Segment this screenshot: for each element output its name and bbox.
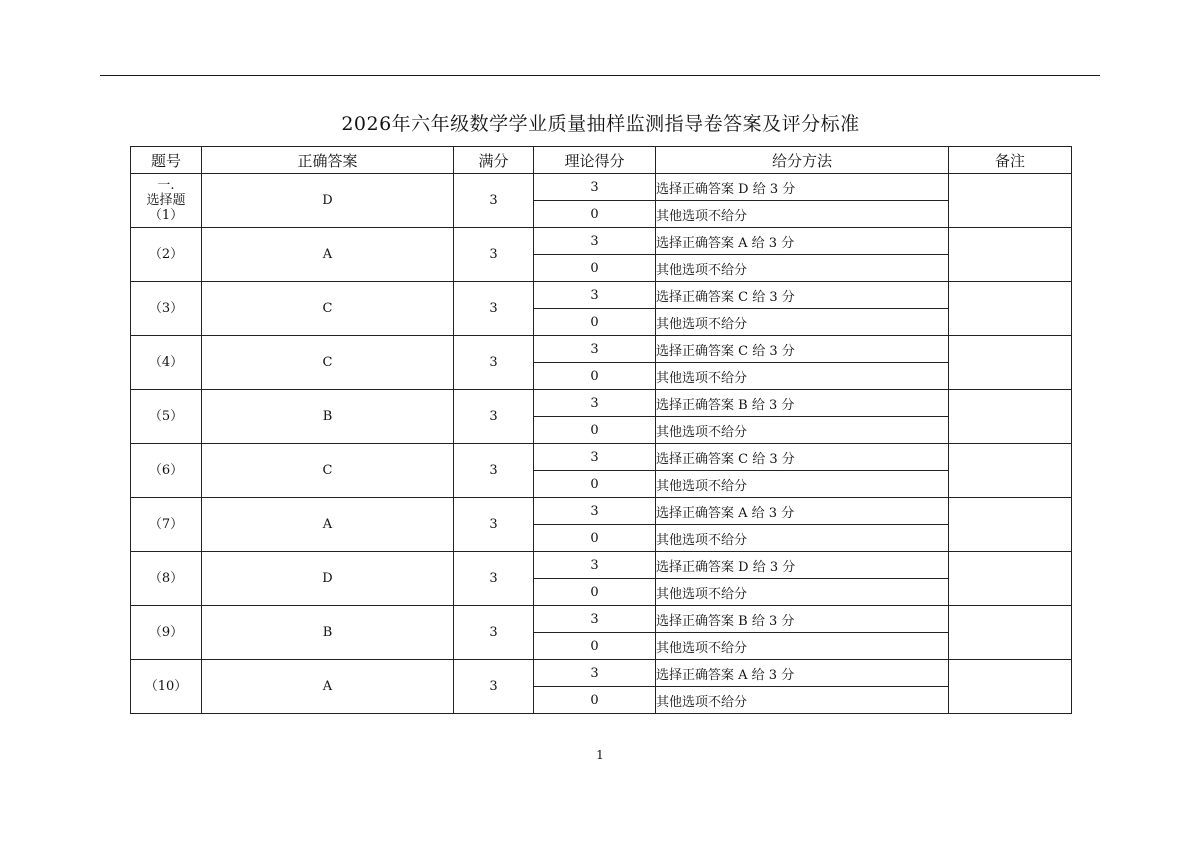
header-method: 给分方法 (656, 147, 949, 174)
correct-answer: D (202, 174, 454, 228)
question-number-line: （5） (148, 409, 184, 424)
correct-answer: C (202, 336, 454, 390)
correct-answer: A (202, 228, 454, 282)
scoring-method: 其他选项不给分 (656, 417, 949, 444)
table-row (131, 282, 1072, 309)
theoretical-points: 3 (534, 174, 656, 201)
question-number-line: （10） (144, 679, 188, 694)
theoretical-points: 0 (534, 363, 656, 390)
question-number (131, 282, 202, 336)
question-number (131, 498, 202, 552)
theoretical-points: 0 (534, 201, 656, 228)
scoring-method: 选择正确答案 A 给 3 分 (656, 660, 949, 687)
header-full-score: 满分 (454, 147, 534, 174)
question-number (131, 444, 202, 498)
full-score: 3 (454, 282, 534, 336)
scoring-method: 其他选项不给分 (656, 309, 949, 336)
correct-answer: D (202, 552, 454, 606)
full-score: 3 (454, 606, 534, 660)
remark-cell (949, 606, 1072, 660)
question-number-line: （9） (148, 625, 184, 640)
table-row (131, 390, 1072, 417)
full-score: 3 (454, 444, 534, 498)
full-score: 3 (454, 660, 534, 714)
correct-answer: C (202, 282, 454, 336)
theoretical-points: 0 (534, 687, 656, 714)
full-score: 3 (454, 174, 534, 228)
theoretical-points: 0 (534, 633, 656, 660)
scoring-table (130, 146, 1072, 714)
remark-cell (949, 660, 1072, 714)
question-number-line: （6） (148, 463, 184, 478)
scoring-method: 其他选项不给分 (656, 471, 949, 498)
table-header-row (131, 147, 1072, 174)
table-row (131, 444, 1072, 471)
question-number-line: 选择题 (146, 193, 186, 208)
full-score: 3 (454, 336, 534, 390)
scoring-method: 其他选项不给分 (656, 525, 949, 552)
theoretical-points: 3 (534, 552, 656, 579)
question-number-line: 一. (157, 178, 175, 193)
theoretical-points: 3 (534, 282, 656, 309)
remark-cell (949, 552, 1072, 606)
theoretical-points: 0 (534, 525, 656, 552)
full-score: 3 (454, 498, 534, 552)
remark-cell (949, 174, 1072, 228)
remark-cell (949, 336, 1072, 390)
table-row (131, 498, 1072, 525)
table-row (131, 606, 1072, 633)
question-number (131, 660, 202, 714)
question-number-line: （4） (148, 355, 184, 370)
theoretical-points: 3 (534, 606, 656, 633)
remark-cell (949, 444, 1072, 498)
scoring-method: 选择正确答案 A 给 3 分 (656, 498, 949, 525)
question-number-line: （1） (148, 208, 184, 223)
theoretical-points: 0 (534, 579, 656, 606)
theoretical-points: 0 (534, 471, 656, 498)
table-row (131, 336, 1072, 363)
question-number-line: （7） (148, 517, 184, 532)
remark-cell (949, 390, 1072, 444)
question-number-line: （8） (148, 571, 184, 586)
scoring-method: 选择正确答案 C 给 3 分 (656, 336, 949, 363)
scoring-method: 其他选项不给分 (656, 687, 949, 714)
theoretical-points: 3 (534, 228, 656, 255)
correct-answer: A (202, 660, 454, 714)
remark-cell (949, 282, 1072, 336)
header-note: 备注 (949, 147, 1072, 174)
scoring-method: 选择正确答案 B 给 3 分 (656, 606, 949, 633)
scoring-method: 选择正确答案 C 给 3 分 (656, 444, 949, 471)
theoretical-points: 0 (534, 255, 656, 282)
document-title: 2026年六年级数学学业质量抽样监测指导卷答案及评分标准 (341, 113, 860, 135)
question-number (131, 174, 202, 228)
table-body (131, 174, 1072, 714)
header-number: 题号 (131, 147, 202, 174)
question-number-line: （3） (148, 301, 184, 316)
full-score: 3 (454, 552, 534, 606)
table-row (131, 552, 1072, 579)
question-number (131, 390, 202, 444)
full-score: 3 (454, 228, 534, 282)
scoring-method: 其他选项不给分 (656, 579, 949, 606)
full-score: 3 (454, 390, 534, 444)
question-number (131, 606, 202, 660)
theoretical-points: 0 (534, 309, 656, 336)
theoretical-points: 3 (534, 390, 656, 417)
scoring-method: 其他选项不给分 (656, 201, 949, 228)
correct-answer: B (202, 606, 454, 660)
theoretical-points: 3 (534, 660, 656, 687)
scoring-method: 其他选项不给分 (656, 255, 949, 282)
table-row (131, 228, 1072, 255)
theoretical-points: 0 (534, 417, 656, 444)
header-answer: 正确答案 (202, 147, 454, 174)
theoretical-points: 3 (534, 498, 656, 525)
table-row (131, 660, 1072, 687)
header-points: 理论得分 (534, 147, 656, 174)
scoring-method: 选择正确答案 D 给 3 分 (656, 552, 949, 579)
correct-answer: B (202, 390, 454, 444)
page-number: 1 (596, 748, 604, 762)
scoring-method: 选择正确答案 D 给 3 分 (656, 174, 949, 201)
scoring-method: 其他选项不给分 (656, 633, 949, 660)
scoring-method: 其他选项不给分 (656, 363, 949, 390)
scoring-method: 选择正确答案 B 给 3 分 (656, 390, 949, 417)
remark-cell (949, 498, 1072, 552)
scoring-method: 选择正确答案 C 给 3 分 (656, 282, 949, 309)
theoretical-points: 3 (534, 444, 656, 471)
question-number (131, 552, 202, 606)
theoretical-points: 3 (534, 336, 656, 363)
scoring-method: 选择正确答案 A 给 3 分 (656, 228, 949, 255)
header-rule (100, 75, 1100, 76)
remark-cell (949, 228, 1072, 282)
question-number (131, 228, 202, 282)
table-row (131, 174, 1072, 201)
question-number-line: （2） (148, 247, 184, 262)
question-number (131, 336, 202, 390)
correct-answer: C (202, 444, 454, 498)
correct-answer: A (202, 498, 454, 552)
